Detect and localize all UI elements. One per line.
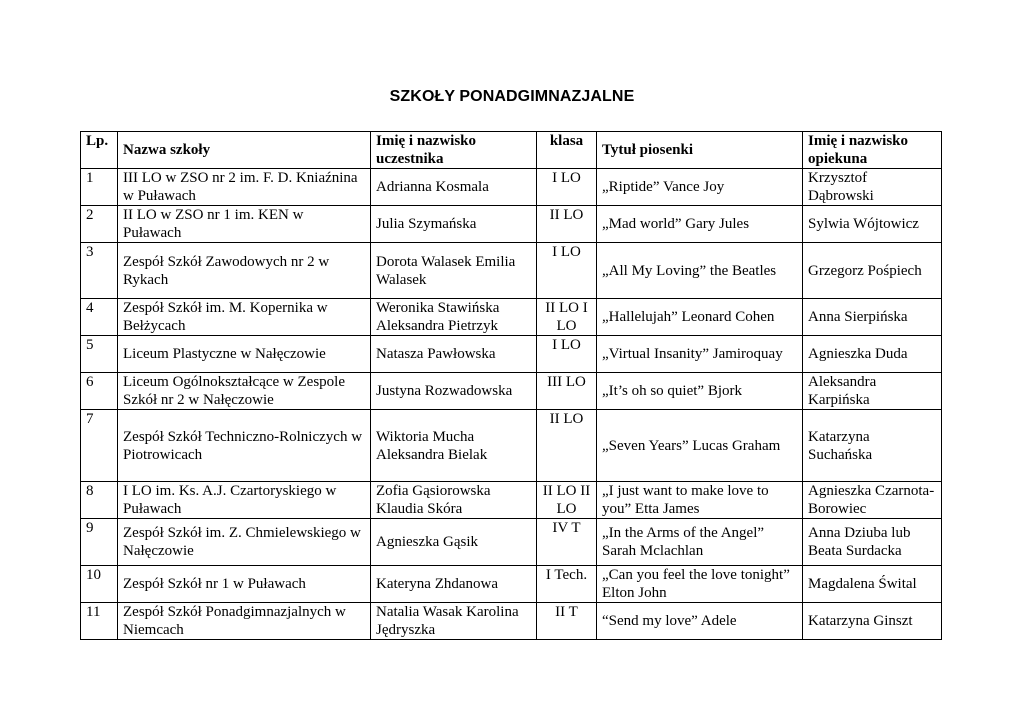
cell-class: IV T (537, 519, 597, 566)
cell-lp: 8 (81, 482, 118, 519)
cell-lp: 7 (81, 410, 118, 482)
cell-participant: Adrianna Kosmala (371, 169, 537, 206)
cell-song: „I just want to make love to you” Etta James (597, 482, 803, 519)
table-header-row (81, 132, 942, 169)
table-row (81, 299, 942, 336)
cell-lp: 11 (81, 603, 118, 640)
table-row (81, 603, 942, 640)
table-row (81, 169, 942, 206)
cell-class: III LO (537, 373, 597, 410)
cell-participant: Kateryna Zhdanowa (371, 566, 537, 603)
cell-tutor: Katarzyna Ginszt (803, 603, 942, 640)
table-row (81, 519, 942, 566)
cell-lp: 4 (81, 299, 118, 336)
cell-tutor: Anna Sierpińska (803, 299, 942, 336)
cell-tutor: Magdalena Śwital (803, 566, 942, 603)
table-row (81, 482, 942, 519)
cell-song: „In the Arms of the Angel” Sarah Mclachlan (597, 519, 803, 566)
cell-tutor: Sylwia Wójtowicz (803, 206, 942, 243)
cell-school: Liceum Ogólnokształcące w Zespole Szkół nr 2 w Nałęczowie (118, 373, 371, 410)
page-title: SZKOŁY PONADGIMNAZJALNE (389, 88, 635, 105)
cell-school: Liceum Plastyczne w Nałęczowie (118, 336, 371, 373)
cell-song: „Mad world” Gary Jules (597, 206, 803, 243)
cell-tutor: Krzysztof Dąbrowski (803, 169, 942, 206)
header-lp: Lp. (81, 132, 118, 169)
header-class: klasa (537, 132, 597, 169)
schools-table (80, 131, 942, 640)
cell-class: II T (537, 603, 597, 640)
table-row (81, 206, 942, 243)
cell-participant: Wiktoria Mucha Aleksandra Bielak (371, 410, 537, 482)
cell-tutor: Agnieszka Duda (803, 336, 942, 373)
cell-school: Zespół Szkół Zawodowych nr 2 w Rykach (118, 243, 371, 299)
cell-participant: Weronika Stawińska Aleksandra Pietrzyk (371, 299, 537, 336)
table-row (81, 373, 942, 410)
cell-school: II LO w ZSO nr 1 im. KEN w Puławach (118, 206, 371, 243)
cell-participant: Natasza Pawłowska (371, 336, 537, 373)
cell-lp: 2 (81, 206, 118, 243)
cell-school: Zespół Szkół nr 1 w Puławach (118, 566, 371, 603)
cell-school: Zespół Szkół im. M. Kopernika w Bełżycach (118, 299, 371, 336)
cell-lp: 1 (81, 169, 118, 206)
cell-tutor: Anna Dziuba lub Beata Surdacka (803, 519, 942, 566)
cell-lp: 6 (81, 373, 118, 410)
cell-class: II LO I LO (537, 299, 597, 336)
cell-school: Zespół Szkół im. Z. Chmielewskiego w Nałęczowie (118, 519, 371, 566)
cell-school: III LO w ZSO nr 2 im. F. D. Kniaźnina w Puławach (118, 169, 371, 206)
cell-lp: 5 (81, 336, 118, 373)
cell-class: II LO (537, 410, 597, 482)
cell-song: „Can you feel the love tonight” Elton John (597, 566, 803, 603)
cell-school: Zespół Szkół Ponadgimnazjalnych w Niemcach (118, 603, 371, 640)
cell-class: II LO (537, 206, 597, 243)
cell-participant: Agnieszka Gąsik (371, 519, 537, 566)
header-school: Nazwa szkoły (118, 132, 371, 169)
cell-participant: Zofia Gąsiorowska Klaudia Skóra (371, 482, 537, 519)
cell-school: I LO im. Ks. A.J. Czartoryskiego w Puławach (118, 482, 371, 519)
cell-tutor: Agnieszka Czarnota-Borowiec (803, 482, 942, 519)
cell-tutor: Grzegorz Pośpiech (803, 243, 942, 299)
table-row (81, 243, 942, 299)
cell-song: „Hallelujah” Leonard Cohen (597, 299, 803, 336)
header-song: Tytuł piosenki (597, 132, 803, 169)
header-participant: Imię i nazwisko uczestnika (371, 132, 537, 169)
cell-song: „It’s oh so quiet” Bjork (597, 373, 803, 410)
cell-class: I Tech. (537, 566, 597, 603)
table-row (81, 410, 942, 482)
cell-lp: 10 (81, 566, 118, 603)
cell-lp: 3 (81, 243, 118, 299)
cell-participant: Dorota Walasek Emilia Walasek (371, 243, 537, 299)
cell-song: „Virtual Insanity” Jamiroquay (597, 336, 803, 373)
table-row (81, 336, 942, 373)
cell-song: “Send my love” Adele (597, 603, 803, 640)
cell-class: I LO (537, 169, 597, 206)
cell-lp: 9 (81, 519, 118, 566)
cell-song: „Seven Years” Lucas Graham (597, 410, 803, 482)
cell-school: Zespół Szkół Techniczno-Rolniczych w Piotrowicach (118, 410, 371, 482)
cell-class: II LO II LO (537, 482, 597, 519)
cell-participant: Natalia Wasak Karolina Jędryszka (371, 603, 537, 640)
table-row (81, 566, 942, 603)
cell-song: „All My Loving” the Beatles (597, 243, 803, 299)
cell-participant: Julia Szymańska (371, 206, 537, 243)
cell-class: I LO (537, 243, 597, 299)
header-tutor: Imię i nazwisko opiekuna (803, 132, 942, 169)
cell-class: I LO (537, 336, 597, 373)
cell-song: „Riptide” Vance Joy (597, 169, 803, 206)
cell-tutor: Katarzyna Suchańska (803, 410, 942, 482)
cell-tutor: Aleksandra Karpińska (803, 373, 942, 410)
cell-participant: Justyna Rozwadowska (371, 373, 537, 410)
